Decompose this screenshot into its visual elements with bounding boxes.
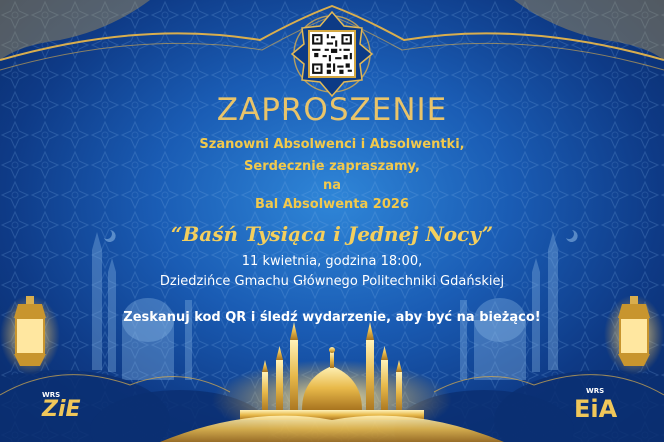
- logo-right: EiA: [574, 395, 618, 423]
- logo-left-small-text: WRS: [42, 391, 61, 399]
- event-date: 11 kwietnia, godzina 18:00,: [241, 254, 423, 269]
- event-name: Bal Absolwenta 2026: [255, 197, 409, 212]
- on-text: na: [322, 178, 342, 193]
- logo-right-small-text: WRS: [586, 387, 605, 395]
- logo-left: ZiE: [42, 397, 81, 422]
- event-theme: “Baśń Tysiąca i Jednej Nocy”: [170, 222, 494, 246]
- event-venue: Dziedzińce Gmachu Głównego Politechniki Gdańskiej: [159, 274, 505, 289]
- qr-call-to-action: Zeskanuj kod QR i śledź wydarzenie, aby być na bieżąco!: [123, 310, 541, 325]
- invite-text: Serdecznie zapraszamy,: [244, 159, 420, 174]
- page-title: ZAPROSZENIE: [216, 92, 448, 128]
- greeting-text: Szanowni Absolwenci i Absolwentki,: [199, 137, 465, 152]
